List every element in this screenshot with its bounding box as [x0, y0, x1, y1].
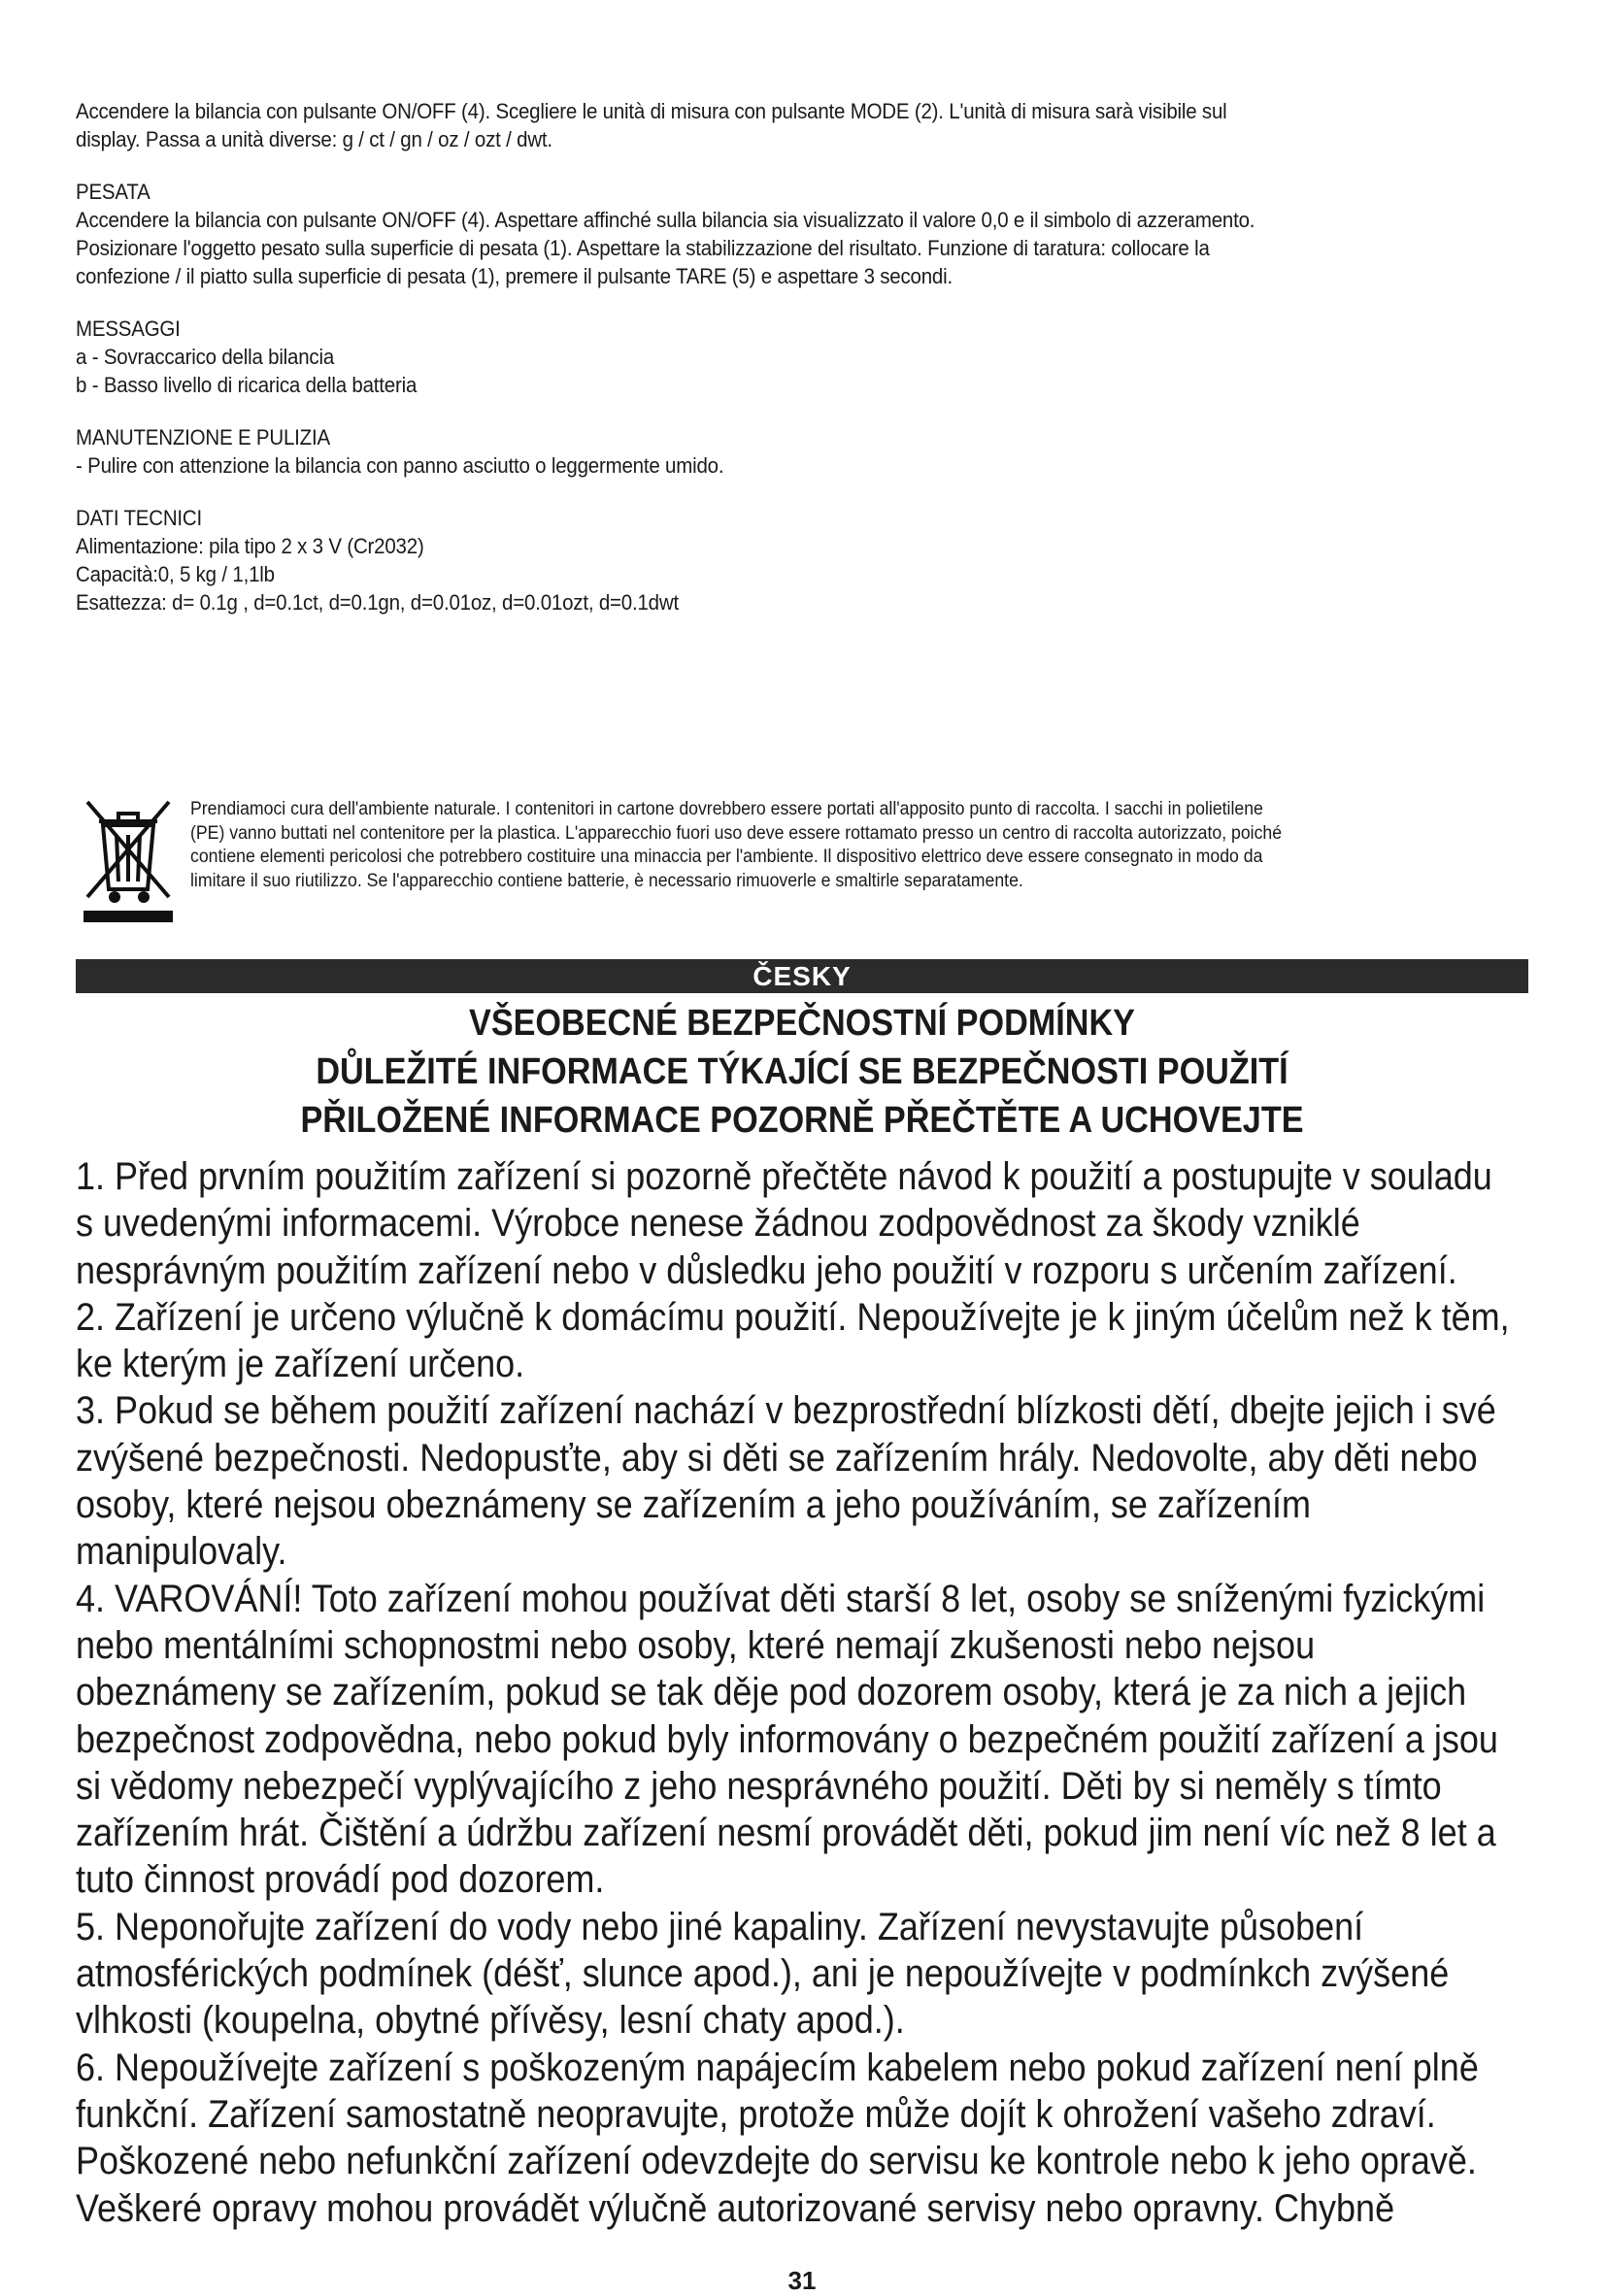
crossed-out-bin-icon: [78, 796, 179, 926]
weee-line: limitare il suo riutilizzo. Se l'apparecchio contiene batterie, è necessario rimuoverle e smaltirle separatamente.: [190, 870, 1023, 891]
body-line: vlhkosti (koupelna, obytné přívěsy, lesní chaty apod.).: [76, 1999, 905, 2043]
pesata-title: PESATA: [76, 180, 151, 204]
body-line: nesprávným použitím zařízení nebo v důsledku jeho použití v rozporu s určením zařízení.: [76, 1248, 1457, 1292]
body-line: atmosférických podmínek (déšť, slunce apod.), ani je nepoužívejte v podmínkch zvýšené: [76, 1952, 1450, 1996]
body-line: Veškeré opravy mohou provádět výlučně autorizované servisy nebo opravny. Chybně: [76, 2186, 1395, 2230]
body-line: obeznámeny se zařízením, pokud se tak děje pod dozorem osoby, která je za nich a jejich: [76, 1671, 1467, 1714]
intro-block: [76, 97, 1531, 153]
intro-line: Accendere la bilancia con pulsante ON/OFF (4). Scegliere le unità di misura con pulsante MODE (2). L'unità di misura sarà visibile sul: [76, 99, 1227, 123]
safety-instructions: [76, 1153, 1526, 2232]
manutenzione-block: [76, 423, 1531, 480]
messaggi-item-a: a - Sovraccarico della bilancia: [76, 345, 335, 369]
italian-section: [76, 97, 1531, 616]
body-line: nebo mentálními schopnostmi nebo osoby, které nemají zkušenosti nebo nejsou: [76, 1623, 1316, 1667]
body-line: Poškozené nebo nefunkční zařízení odevzdejte do servisu ke kontrole nebo k jeho opravě.: [76, 2140, 1477, 2183]
dati-title: DATI TECNICI: [76, 506, 203, 530]
messaggi-title: MESSAGGI: [76, 316, 181, 341]
body-line: 6. Nepoužívejte zařízení s poškozeným napájecím kabelem nebo pokud zařízení není plně: [76, 2046, 1479, 2089]
body-line: 1. Před prvním použitím zařízení si pozorně přečtěte návod k použití a postupujte v souladu: [76, 1155, 1492, 1198]
weee-notice: [76, 796, 1532, 932]
body-line: zařízením hrát. Čištění a údržbu zařízení nesmí provádět děti, pokud jim není víc než 8 let a: [76, 1812, 1496, 1855]
intro-line: display. Passa a unità diverse: g / ct / gn / oz / ozt / dwt.: [76, 127, 552, 151]
body-line: s uvedenými informacemi. Výrobce nenese žádnou zodpovědnost za škody vzniklé: [76, 1202, 1360, 1246]
pesata-line: Accendere la bilancia con pulsante ON/OFF (4). Aspettare affinché sulla bilancia sia visualizzato il valore 0,0 e il simbolo di azzeramento.: [76, 208, 1255, 232]
heading-important-info: DŮLEŽITÉ INFORMACE TÝKAJÍCÍ SE BEZPEČNOSTI POUŽITÍ: [316, 1051, 1288, 1092]
body-line: si vědomy nebezpečí vyplývajícího z jeho nesprávného použití. Děti by si neměly s tímto: [76, 1764, 1442, 1808]
body-line: 3. Pokud se během použití zařízení nachází v bezprostřední blízkosti dětí, dbejte jejich i své: [76, 1389, 1496, 1433]
body-line: 2. Zařízení je určeno výlučně k domácímu použití. Nepoužívejte je k jiným účelům než k těm,: [76, 1295, 1510, 1339]
body-line: zvýšené bezpečnosti. Nedopusťte, aby si děti se zařízením hrály. Nedovolte, aby děti nebo: [76, 1436, 1478, 1480]
body-line: 4. VAROVÁNÍ! Toto zařízení mohou používat děti starší 8 let, osoby se sníženými fyzickými: [76, 1577, 1486, 1620]
heading-general-safety: VŠEOBECNÉ BEZPEČNOSTNÍ PODMÍNKY: [469, 1003, 1135, 1044]
weee-line: (PE) vanno buttati nel contenitore per la plastica. L'apparecchio fuori uso deve essere rottamato presso un centro di raccolta autorizzato, poiché: [190, 822, 1283, 844]
pesata-block: [76, 178, 1531, 290]
weee-line: contiene elementi pericolosi che potrebbero costituire una minaccia per l'ambiente. Il dispositivo elettrico deve essere consegnato in modo da: [190, 847, 1263, 867]
dati-esattezza: Esattezza: d= 0.1g , d=0.1ct, d=0.1gn, d=0.01oz, d=0.01ozt, d=0.1dwt: [76, 590, 679, 615]
heading-read-keep: PŘILOŽENÉ INFORMACE POZORNĚ PŘEČTĚTE A UCHOVEJTE: [300, 1100, 1304, 1141]
body-line: osoby, které nejsou obeznámeny se zařízením a jeho používáním, se zařízením: [76, 1483, 1311, 1527]
page-number: 31: [787, 2266, 817, 2295]
language-bar: ČESKY: [76, 959, 1528, 993]
dati-capacita: Capacità:0, 5 kg / 1,1lb: [76, 562, 275, 586]
manutenzione-title: MANUTENZIONE E PULIZIA: [76, 425, 330, 449]
dati-tecnici-block: [76, 504, 1531, 616]
body-line: 5. Neponořujte zařízení do vody nebo jiné kapaliny. Zařízení nevystavujte působení: [76, 1905, 1364, 1948]
body-line: tuto činnost provádí pod dozorem.: [76, 1858, 605, 1902]
body-line: bezpečnost zodpovědna, nebo pokud byly informovány o bezpečném použití zařízení a jsou: [76, 1717, 1498, 1761]
body-line: funkční. Zařízení samostatně neopravujte, protože může dojít k ohrožení vašeho zdraví.: [76, 2092, 1436, 2136]
messaggi-item-b: b - Basso livello di ricarica della batteria: [76, 373, 418, 397]
pesata-line: Posizionare l'oggetto pesato sulla superficie di pesata (1). Aspettare la stabilizzazione del risultato. Funzione di taratura: collocare la: [76, 236, 1210, 260]
body-line: ke kterým je zařízení určeno.: [76, 1343, 525, 1386]
weee-text: [190, 798, 1490, 893]
manutenzione-line: - Pulire con attenzione la bilancia con panno asciutto o leggermente umido.: [76, 453, 724, 478]
pesata-line: confezione / il piatto sulla superficie di pesata (1), premere il pulsante TARE (5) e aspettare 3 secondi.: [76, 264, 953, 288]
weee-line: Prendiamoci cura dell'ambiente naturale. I contenitori in cartone dovrebbero essere portati all'apposito punto di raccolta. I sacchi in polietilene: [190, 799, 1263, 819]
messaggi-block: [76, 315, 1531, 399]
body-line: manipulovaly.: [76, 1530, 287, 1574]
manual-page: [76, 97, 1532, 2295]
dati-alimentazione: Alimentazione: pila tipo 2 x 3 V (Cr2032): [76, 534, 424, 558]
